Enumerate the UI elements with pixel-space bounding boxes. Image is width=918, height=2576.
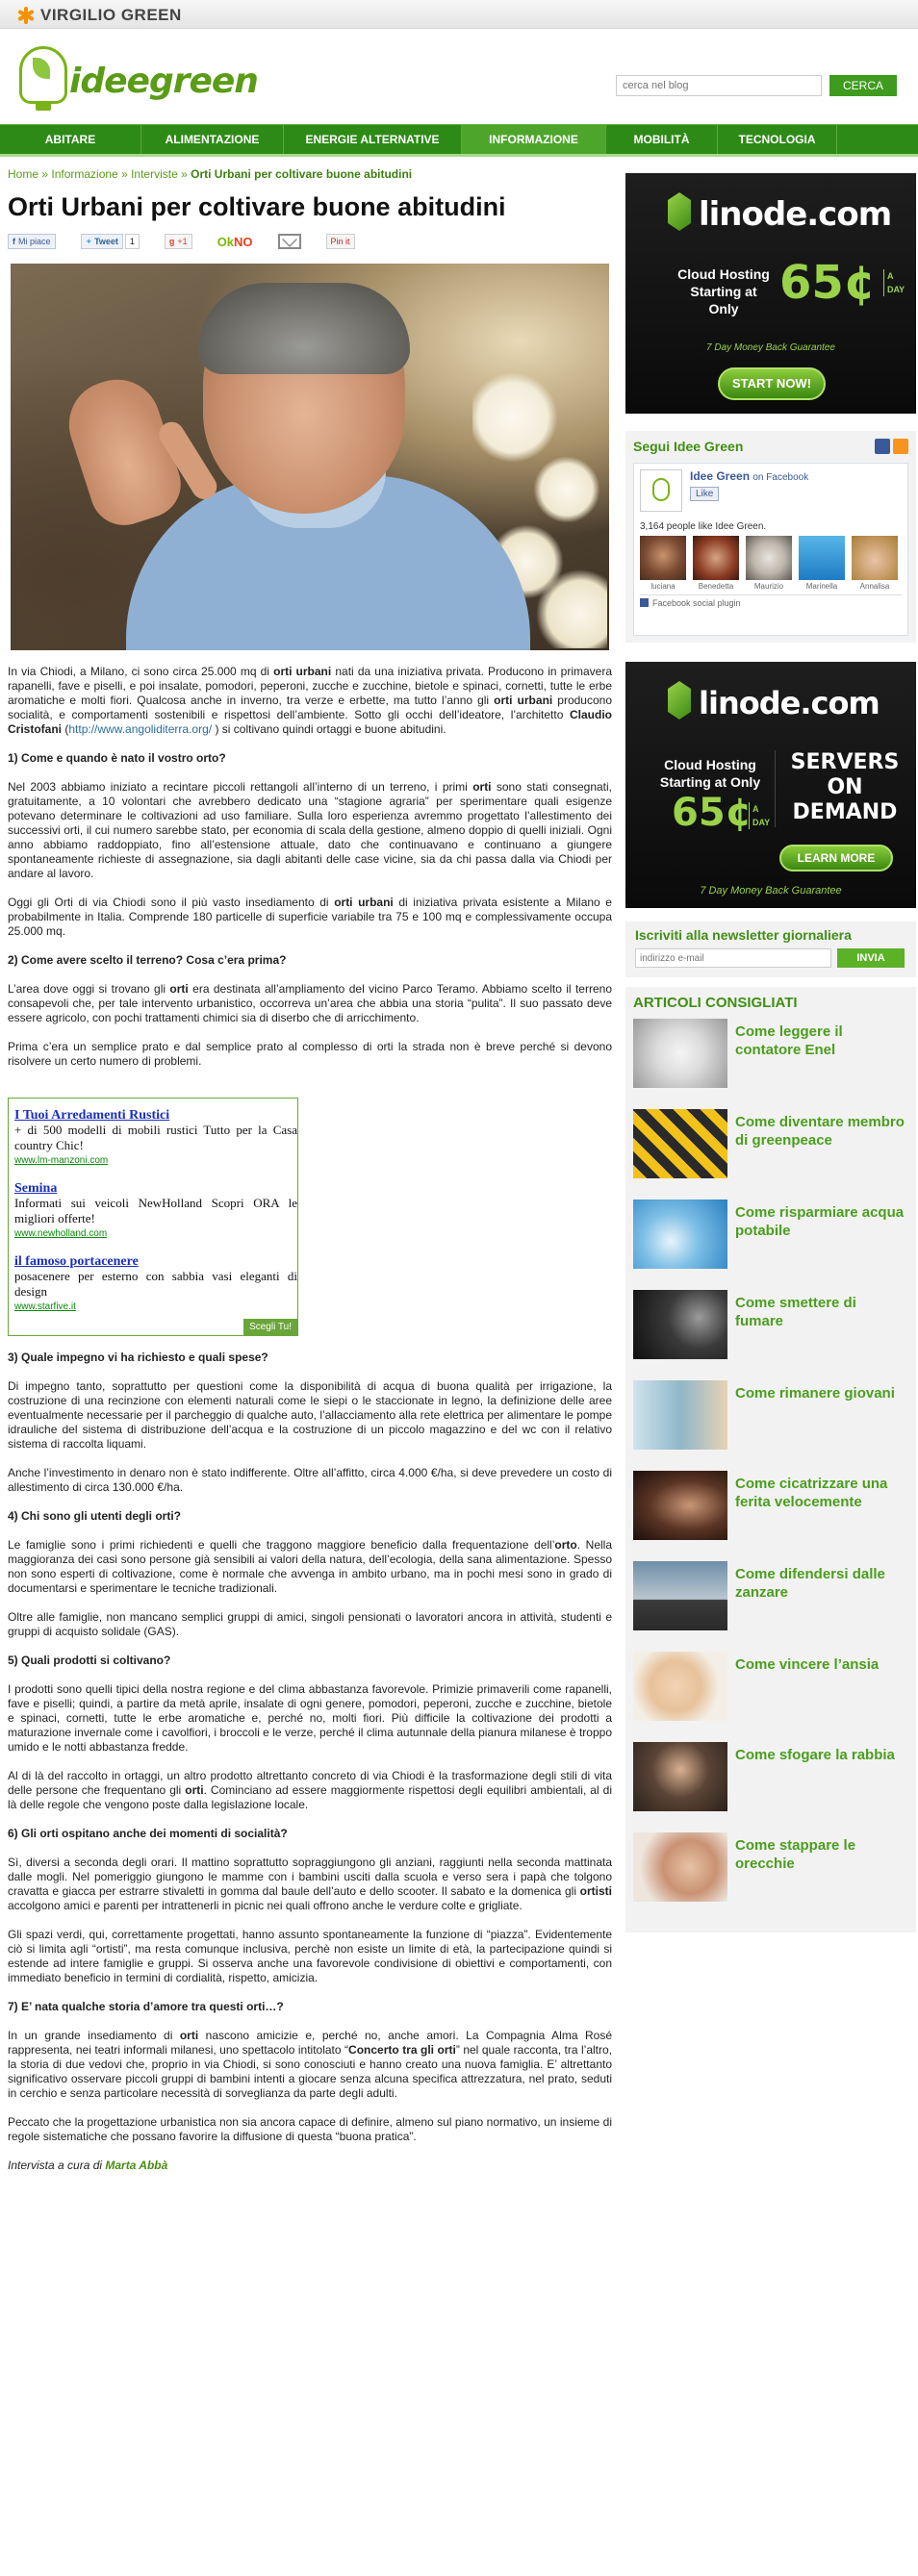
thumb-smoking <box>633 1290 727 1359</box>
kw-orti: orti <box>185 1783 204 1797</box>
nav-informazione[interactable]: INFORMAZIONE <box>462 125 606 154</box>
recommended-item[interactable] <box>633 1652 908 1742</box>
ad-body: posacenere per esterno con sabbia vasi eleganti di design <box>14 1269 297 1299</box>
banner-divider <box>775 750 776 827</box>
ad-url[interactable]: www.newholland.com <box>14 1228 108 1239</box>
ideegreen-logo[interactable] <box>19 40 258 115</box>
t: In via Chiodi, a Milano, ci sono circa 25.000 mq di <box>8 665 274 678</box>
t: Le famiglie sono i primi richiedenti e quelli che traggono maggiore beneficio dalla frequentazione dell’ <box>8 1538 555 1552</box>
fb-plugin-text: Facebook social plugin <box>652 598 741 608</box>
ad-body: Informati sui veicoli NewHolland Scopri ORA le migliori offerte! <box>14 1196 297 1225</box>
search-button[interactable]: CERCA <box>829 75 897 96</box>
recommended-item[interactable] <box>633 1290 908 1380</box>
facebook-like-label <box>8 234 56 249</box>
linode-logo <box>668 681 880 721</box>
ad-title[interactable]: I Tuoi Arredamenti Rustici <box>14 1108 170 1123</box>
main-nav <box>0 124 918 157</box>
ad-title[interactable]: Semina <box>14 1181 58 1196</box>
okno-no: NO <box>234 234 253 249</box>
t: In un grande insediamento di <box>8 2029 180 2042</box>
tweet-text: Tweet <box>94 237 118 246</box>
answer-4 <box>8 1538 612 1596</box>
recommended-item-title: Come rimanere giovani <box>735 1385 895 1402</box>
t: . Cominciano ad essere maggiormente rispettosi degli equilibri ambientali, al di là delle regole che vengono poste dalla legislazione locale. <box>8 1783 612 1811</box>
answer-7-p2: Peccato che la progettazione urbanistica non sia ancora capace di definire, almeno sul piano normativo, un insieme di regole sistematiche che possano favorire la diffusione di questa “buona pratica”. <box>8 2115 612 2143</box>
breadcrumb-home[interactable]: Home <box>8 167 39 181</box>
fb-page-title: Idee Green <box>690 469 751 483</box>
banner-servers: SERVERS ON DEMAND <box>790 750 900 824</box>
answer-5-p2 <box>8 1769 612 1812</box>
recommended-item-title: Come leggere il contatore Enel <box>735 1023 843 1058</box>
fb-page-row <box>640 469 902 512</box>
thumb-anxiety <box>633 1652 727 1721</box>
site-header <box>0 29 918 123</box>
fb-like-text: Mi piace <box>18 237 51 246</box>
virgilio-star-icon <box>17 7 35 24</box>
recommended-item[interactable] <box>633 1832 908 1923</box>
recommended-item[interactable] <box>633 1561 908 1652</box>
avatar <box>640 536 686 580</box>
start-now-button[interactable]: START NOW! <box>718 367 826 400</box>
t: Nel 2003 abbiamo iniziato a recintare piccoli rettangoli all’interno di un terreno, i primi <box>8 780 473 794</box>
mail-icon <box>278 234 301 249</box>
answer-7 <box>8 2029 612 2101</box>
google-plus-button[interactable] <box>165 233 192 250</box>
nav-tecnologia[interactable]: TECNOLOGIA <box>718 125 837 154</box>
nav-alimentazione[interactable]: ALIMENTAZIONE <box>141 125 284 154</box>
kw-orto: orto <box>554 1538 577 1552</box>
breadcrumb <box>8 164 614 185</box>
virgilio-green-logo[interactable] <box>17 6 182 25</box>
banner-tagline: Cloud Hosting Starting at Only <box>677 266 770 316</box>
answer-3: Di impegno tanto, soprattutto per questioni come la disponibilità di acqua di buona qualità per irrigazione, la costruzione di una recinzione con elementi naturali come le siepi o le staccionate in legno, la definizione delle aree eventualmente necessarie per il parcheggio di qualche auto, l’allacciamento alla rete elettrica per alimentare le pompe idrauliche del sistema di distribuzione dell’acqua e la costruzione di un piccolo magazzino e del wc con il relativo sistema di raccolta liquami. <box>8 1379 612 1451</box>
question-4: 4) Chi sono gli utenti degli orti? <box>8 1509 181 1523</box>
thumb-ear <box>633 1832 727 1902</box>
avatar <box>746 536 792 580</box>
okno-button[interactable] <box>217 233 253 250</box>
bulb-icon <box>652 478 670 501</box>
newsletter-box <box>625 922 916 977</box>
breadcrumb-sep: » <box>177 167 191 181</box>
twitter-bird-icon: ✦ <box>85 236 93 246</box>
recommended-item-title: Come stappare le orecchie <box>735 1837 856 1872</box>
gplus-text: +1 <box>177 237 188 246</box>
thumb-enel-meter <box>633 1019 727 1088</box>
kw-orti-urbani: orti urbani <box>273 665 332 678</box>
kw-claudio-cristofani: Claudio Cristofani <box>8 708 612 736</box>
thumb-anger <box>633 1742 727 1811</box>
ad-box <box>8 1098 298 1336</box>
ad-item[interactable] <box>14 1181 297 1241</box>
learn-more-button[interactable]: LEARN MORE <box>779 845 893 871</box>
search-form <box>616 75 905 98</box>
banner-price: 65¢ <box>672 791 752 835</box>
kw-concerto: Concerto tra gli orti <box>348 2043 456 2057</box>
facebook-follow-box <box>625 431 916 643</box>
linode-logo <box>668 192 891 234</box>
t: Al di là del raccolto in ortaggi, un altro prodotto altrettanto concreto di via Chiodi è la trasformazione degli stili di vita delle persone che frequentano gli <box>8 1769 612 1797</box>
article-body <box>8 665 612 2173</box>
question-3: 3) Quale impegno vi ha richiesto e quali spese? <box>8 1351 268 1364</box>
recommended-item-title: Come difendersi dalle zanzare <box>735 1566 885 1601</box>
face-name: Annalisa <box>859 582 890 591</box>
question-1: 1) Come e quando è nato il vostro orto? <box>8 751 226 765</box>
breadcrumb-current: Orti Urbani per coltivare buone abitudini <box>191 167 413 181</box>
answer-2-p2: Prima c’era un semplice prato e dal semplice prato al complesso di orti la strada non è breve perché si devono risolvere un certo numero di problemi. <box>8 1040 612 1068</box>
thumb-water <box>633 1200 727 1269</box>
face-name: Marinella <box>805 582 838 591</box>
fb-faces <box>640 536 902 591</box>
face-name: Benedetta <box>698 582 734 591</box>
recommended-item[interactable] <box>633 1471 908 1561</box>
facebook-icon <box>640 598 649 607</box>
answer-3-p2: Anche l’investimento in denaro non è stato indifferente. Oltre all’affitto, circa 4.000 €/ha, si deve prevedere un costo di allestimento di circa 130.000 €/ha. <box>8 1466 612 1494</box>
ad-url[interactable]: www.starfive.it <box>14 1301 76 1312</box>
virgilio-brand-text: VIRGILIO GREEN <box>40 6 182 24</box>
gplus-label <box>165 234 192 249</box>
avatar <box>852 536 898 580</box>
fb-face[interactable] <box>852 536 898 591</box>
okno-ok: Ok <box>217 234 235 249</box>
thumb-greenpeace <box>633 1109 727 1178</box>
angoliditerra-link[interactable]: http://www.angoliditerra.org/ <box>68 722 213 736</box>
kw-orti: orti <box>169 982 189 996</box>
intro-paragraph <box>8 665 612 737</box>
answer-2 <box>8 982 612 1025</box>
fb-page-name[interactable] <box>690 469 808 483</box>
avatar <box>693 536 739 580</box>
recommended-item-title: Come cicatrizzare una ferita velocemente <box>735 1476 888 1510</box>
facebook-like-button[interactable] <box>8 233 56 250</box>
email-share-button[interactable] <box>278 233 301 250</box>
fb-like-count: 3,164 people like Idee Green. <box>640 521 767 532</box>
okno-label <box>217 235 253 249</box>
thumb-wound <box>633 1471 727 1540</box>
breadcrumb-sep: » <box>117 167 132 181</box>
linode-banner-1[interactable] <box>625 173 916 414</box>
newsletter-title: Iscriviti alla newsletter giornaliera <box>635 927 852 943</box>
t: sono stati consegnati, gratuitamente, a 10 volontari che avrebbero dedicato una “stagione agraria” per sperimentare quali esigenze potevano determinare le coltivazioni ad uso familiare. Sulla loro esperienza avremmo progettato l’allestimento dei successivi orti, il cui numero sarebbe stato, per economia di scala della gestione, almeno doppio di quelli iniziali. Ogni anno abbiamo raddoppiato, fino all’estensione attuale, dato che continuavano e continuano a giungere spontaneamente richieste di assegnazione, sia dagli abitanti delle case vicine, sia da chi passa dalla via Chiodi per andare al lavoro. <box>8 780 612 880</box>
nav-mobilita[interactable]: MOBILITÀ <box>606 125 718 154</box>
share-bar <box>8 229 614 254</box>
kw-orti: orti <box>179 2029 199 2042</box>
sidebar <box>625 173 916 1932</box>
question-7: 7) E’ nata qualche storia d’amore tra questi orti…? <box>8 2000 284 2013</box>
author-credit <box>8 2159 612 2173</box>
search-input[interactable] <box>616 75 822 96</box>
fb-social-plugin[interactable] <box>640 594 902 608</box>
banner-per-day: A DAY <box>749 802 776 829</box>
kw-ortisti: ortisti <box>579 1884 612 1898</box>
ad-body: + di 500 modelli di mobili rustici Tutto per la Casa country Chic! <box>14 1123 297 1152</box>
ad-title[interactable]: il famoso portacenere <box>14 1254 139 1269</box>
answer-1 <box>8 780 612 881</box>
linode-banner-2[interactable] <box>625 662 916 908</box>
fb-like-button[interactable]: Like <box>690 487 719 501</box>
facebook-icon: f <box>13 237 15 246</box>
photo-hair <box>198 283 410 374</box>
ad-item[interactable] <box>14 1254 297 1314</box>
fb-box-title: Segui Idee Green <box>633 439 744 454</box>
breadcrumb-sep: » <box>38 167 52 181</box>
t: ” nel quale racconta, tra l’altro, la storia di due vedovi che, proprio in via Chiodi, si sono conosciuti e hanno creato una nuova famiglia. E’ altrettanto significativo osservare piccoli gruppi di bambini intenti a giocare senza alcuna specifica attrezzatura, nel prato, seduti in cerchio e senza particolare necessità di sorveglianza da parte degli adulti. <box>8 2043 612 2100</box>
linode-cube-icon <box>668 681 691 720</box>
banner-per-day: A DAY <box>883 269 912 296</box>
t: nascono amicizie e, perché no, anche amori. La Compagnia Alma Rosé rappresenta, nei teatri informali milanesi, uno spettacolo intitolato “ <box>8 2029 612 2057</box>
kw-orti: orti <box>472 780 492 794</box>
question-5: 5) Quali prodotti si coltivano? <box>8 1654 171 1667</box>
linode-brand: linode.com <box>699 195 892 234</box>
t: producono socialità, e comportamenti sostenibili e rispettosi dell’ambiente. Sotto gli occhi dell’ideatore, l’architetto <box>8 694 613 721</box>
gplus-icon: g <box>168 237 175 246</box>
credit-text: Intervista a cura di <box>8 2159 106 2172</box>
linode-brand: linode.com <box>699 685 880 721</box>
answer-6 <box>8 1856 612 1913</box>
ad-item[interactable] <box>14 1108 297 1168</box>
pinterest-button[interactable] <box>326 233 355 250</box>
newsletter-email-input[interactable] <box>635 948 831 968</box>
recommended-item-title: Come vincere l’ansia <box>735 1656 880 1673</box>
recommended-item[interactable] <box>633 1109 908 1200</box>
article-photo <box>11 264 609 650</box>
author-link[interactable]: Marta Abbà <box>105 2159 168 2172</box>
answer-6-p2: Gli spazi verdi, qui, correttamente progettati, hanno assunto spontaneamente la funzione di “piazza”. Evidentemente ciò si limita agli “ortisti”, ma resta comunque inclusiva, perchè non esiste un limite di età, la partecipazione quindi si estende ad intere famiglie e gruppi. Si osserva anche una favorevole condivisione di obiettivi e comportamenti, con immediato beneficio in termini di cordialità, rispetto, amicizia. <box>8 1928 612 1984</box>
tweet-label <box>81 234 123 249</box>
fb-like-box <box>633 463 908 636</box>
article-title: Orti Urbani per coltivare buone abitudini <box>8 192 506 221</box>
t: . Nella maggioranza dei casi sono persone già sensibili ai valori della natura, dell’ecologia, della sana alimentazione. Spesso non sono esperti di coltivazione, come è normale che avvenga in ambito urbano, ma in pochi mesi sono in grado di documentarsi e sperimentare le tecniche tradizionali. <box>8 1538 613 1595</box>
recommended-item[interactable] <box>633 1019 908 1109</box>
newsletter-submit-button[interactable]: INVIA <box>837 948 905 968</box>
pin-label: Pin it <box>326 234 355 249</box>
face-name: Maurizio <box>753 582 784 591</box>
ad-choices-link[interactable]: Scegli Tu! <box>243 1319 297 1335</box>
recommended-item-title: Come smettere di fumare <box>735 1295 856 1329</box>
avatar <box>799 536 845 580</box>
t: accolgono amici e parenti per intrattenerli in picnic nei quali offrono anche le verdure colte e grigliate. <box>8 1899 523 1912</box>
fb-face[interactable] <box>640 536 686 591</box>
breadcrumb-interviste[interactable]: Interviste <box>131 167 178 181</box>
t: ) si coltivano quindi ortaggi e buone abitudini. <box>212 722 446 736</box>
t: Oggi gli Orti di via Chiodi sono il più vasto insediamento di <box>8 896 335 909</box>
recommended-articles <box>625 987 916 1932</box>
banner-guarantee: 7 Day Money Back Guarantee <box>700 885 842 897</box>
social-icons <box>872 439 908 457</box>
t: di iniziativa privata esistente a Milano e probabilmente in Italia. Comprende 180 particelle di superficie variabile tra 75 e 100 mq e complessivamente occupa 25.000 mq. <box>8 896 612 938</box>
recommended-title: ARTICOLI CONSIGLIATI <box>633 995 798 1011</box>
answer-5: I prodotti sono quelli tipici della nostra regione e del clima abbastanza favorevole. Primizie primaverili come rapanelli, fave e piselli; quindi, a partire da metà aprile, insalate di ogni genere, pomodori, peperoni, zucche e zucchine, bietole e spinaci, cornetti, tutte le erbe aromatiche e, perché no, molti fiori. Più difficile la coltivazione dei prodotti a maturazione invernale come i cavolfiori, i broccoli e le verze, perché il clima autunnale della pianura milanese è troppo umido e le notti abbastanza fredde. <box>8 1682 612 1754</box>
virgilio-top-bar <box>0 0 918 29</box>
thumb-young <box>633 1380 727 1450</box>
answer-1-p2 <box>8 896 612 939</box>
ad-url[interactable]: www.lm-manzoni.com <box>14 1155 109 1166</box>
nav-abitare[interactable]: ABITARE <box>0 125 141 154</box>
answer-4-p2: Oltre alle famiglie, non mancano semplici gruppi di amici, singoli pensionati o lavoratori ancora in attività, studenti e gruppi di acquisto solidale (GAS). <box>8 1610 612 1638</box>
t: L’area dove oggi si trovano gli <box>8 982 170 996</box>
fb-box-header <box>633 439 908 457</box>
face-name: luciana <box>650 582 676 591</box>
banner-guarantee: 7 Day Money Back Guarantee <box>706 342 835 353</box>
nav-energie-alternative[interactable]: ENERGIE ALTERNATIVE <box>284 125 462 154</box>
t: Sì, diversi a seconda degli orari. Il mattino soprattutto sopraggiungono gli anziani, raggiunti nella seconda mattinata dalle mogli. Nel pomeriggio giungono le mamme con i bambini usciti dalla scuola e verso sera i papà che tolgono cravatta e giacca per estrarre stivaletti in gomma dal baule dell’auto e dello scooter. Il sabato e la domenica gli <box>8 1856 612 1898</box>
newsletter-form <box>635 948 906 968</box>
kw-orti-urbani: orti urbani <box>334 896 394 909</box>
tweet-count: 1 <box>125 234 140 249</box>
rss-icon[interactable] <box>893 439 908 454</box>
recommended-item[interactable] <box>633 1200 908 1290</box>
question-6: 6) Gli orti ospitano anche dei momenti di socialità? <box>8 1827 288 1840</box>
t: ( <box>62 722 69 736</box>
fb-page-info <box>690 469 808 512</box>
fb-face[interactable] <box>746 536 792 591</box>
fb-on-facebook: on Facebook <box>752 472 809 483</box>
banner-price: 65¢ <box>779 256 877 310</box>
recommended-item-title: Come risparmiare acqua potabile <box>735 1204 905 1239</box>
fb-face[interactable] <box>693 536 739 591</box>
recommended-item[interactable] <box>633 1380 908 1471</box>
thumb-mosquito <box>633 1561 727 1630</box>
recommended-item-title: Come sfogare la rabbia <box>735 1747 895 1763</box>
t: era destinata all’ampliamento del vicino Parco Teramo. Abbiamo scelto il terreno consapevoli che, per tale intervento urbanistico, occorreva un’area che abbia una storia “pulita”. Il suo passato deve essere agricolo, con pochi trattamenti chimici sia di diserbo che di arricchimento. <box>8 982 612 1024</box>
fb-face[interactable] <box>799 536 845 591</box>
page-avatar[interactable] <box>640 469 682 512</box>
breadcrumb-informazione[interactable]: Informazione <box>51 167 118 181</box>
banner-tagline: Cloud Hosting Starting at Only <box>659 757 761 790</box>
linode-cube-icon <box>668 192 691 231</box>
facebook-icon[interactable] <box>875 439 890 454</box>
recommended-item[interactable] <box>633 1742 908 1832</box>
logo-word: ideegreen <box>69 62 258 101</box>
kw-orti-urbani: orti urbani <box>494 694 553 707</box>
tweet-button[interactable] <box>81 233 140 250</box>
t: nati da una iniziativa privata. Producono in primavera rapanelli, fave e piselli, e poi insalate, pomodori, peperoni, zucche e zucchine, bietole e spinaci, cornetti, tutte le erbe aromatiche e molti fiori. Qualcosa anche in inverno, tra verze e erbette, ma tutto l’anno gli <box>8 665 613 707</box>
article-column <box>8 164 614 2173</box>
recommended-item-title: Come diventare membro di greenpeace <box>735 1114 905 1149</box>
question-2: 2) Come avere scelto il terreno? Cosa c’era prima? <box>8 953 287 967</box>
